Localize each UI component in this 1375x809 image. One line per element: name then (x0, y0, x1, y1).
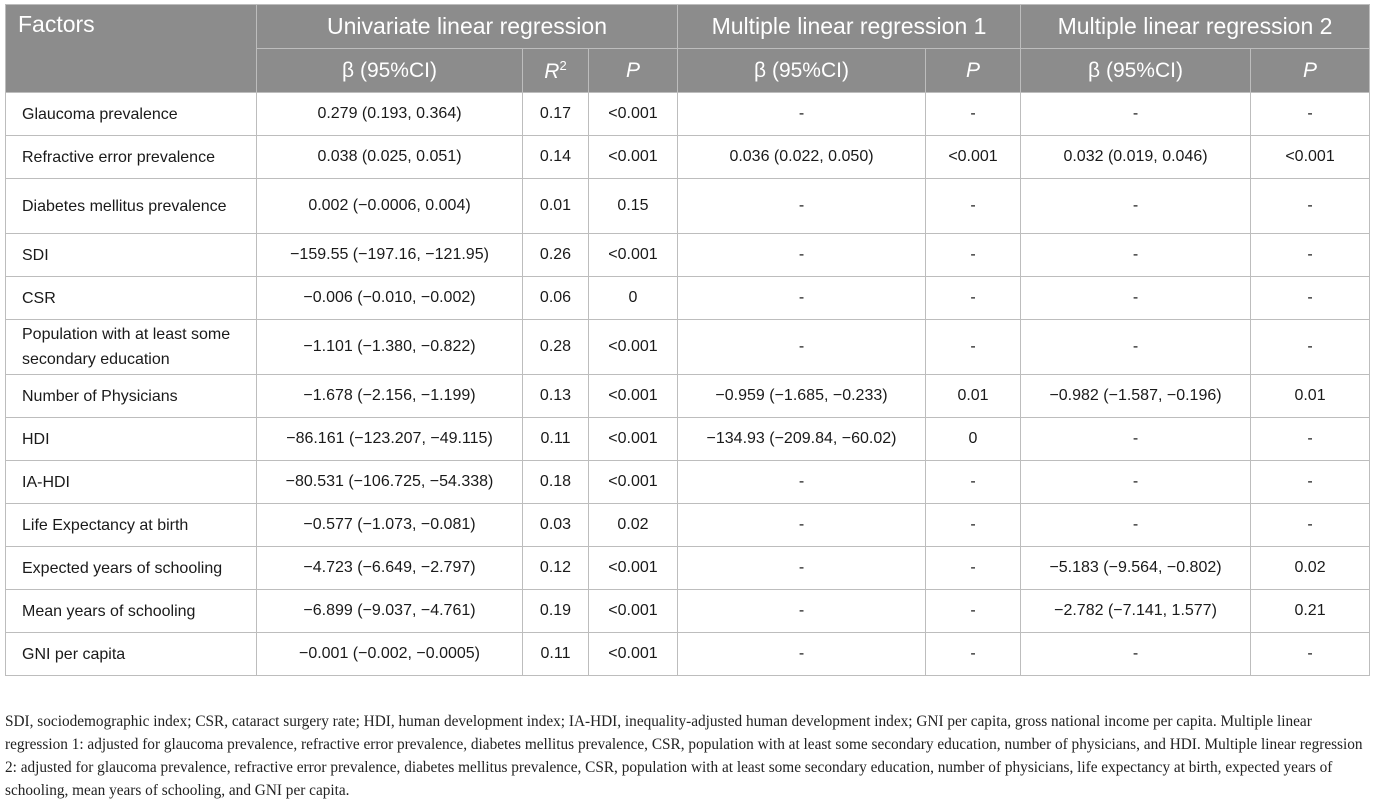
cell-uni-p: <0.001 (589, 590, 678, 633)
cell-uni-beta: −86.161 (−123.207, −49.115) (257, 418, 523, 461)
cell-m2-beta: - (1021, 461, 1251, 504)
cell-uni-r2: 0.06 (523, 277, 589, 320)
cell-m1-beta: 0.036 (0.022, 0.050) (678, 136, 926, 179)
cell-m1-p: - (926, 320, 1021, 375)
cell-factor: CSR (6, 277, 257, 320)
multiple-1-p-header: P (926, 49, 1021, 93)
table-row (6, 93, 1370, 136)
multiple-1-header: Multiple linear regression 1 (678, 5, 1021, 49)
cell-factor: HDI (6, 418, 257, 461)
cell-uni-p: <0.001 (589, 234, 678, 277)
cell-m1-p: - (926, 504, 1021, 547)
table-row (6, 375, 1370, 418)
cell-m1-p: - (926, 461, 1021, 504)
cell-m2-p: - (1251, 461, 1370, 504)
cell-m1-p: - (926, 234, 1021, 277)
cell-factor: Life Expectancy at birth (6, 504, 257, 547)
factors-header: Factors (6, 5, 257, 93)
multiple-2-header: Multiple linear regression 2 (1021, 5, 1370, 49)
table-row (6, 547, 1370, 590)
cell-m1-p: <0.001 (926, 136, 1021, 179)
table-row (6, 461, 1370, 504)
cell-uni-p: <0.001 (589, 461, 678, 504)
univariate-header: Univariate linear regression (257, 5, 678, 49)
cell-m1-beta: - (678, 504, 926, 547)
cell-m2-beta: - (1021, 234, 1251, 277)
multiple-2-beta-header: β (95%CI) (1021, 49, 1251, 93)
cell-m1-beta: - (678, 461, 926, 504)
cell-m2-p: - (1251, 418, 1370, 461)
cell-uni-r2: 0.17 (523, 93, 589, 136)
cell-m2-p: - (1251, 93, 1370, 136)
cell-m1-beta: - (678, 179, 926, 234)
cell-m2-beta: - (1021, 633, 1251, 676)
cell-m2-beta: −5.183 (−9.564, −0.802) (1021, 547, 1251, 590)
cell-m2-p: 0.21 (1251, 590, 1370, 633)
cell-uni-p: 0.15 (589, 179, 678, 234)
cell-factor: Mean years of schooling (6, 590, 257, 633)
table-row (6, 136, 1370, 179)
table-row (6, 277, 1370, 320)
cell-m1-beta: - (678, 93, 926, 136)
cell-m2-beta: 0.032 (0.019, 0.046) (1021, 136, 1251, 179)
cell-m2-p: - (1251, 179, 1370, 234)
cell-m2-p: - (1251, 504, 1370, 547)
cell-m2-beta: - (1021, 93, 1251, 136)
cell-m1-beta: - (678, 633, 926, 676)
cell-m1-beta: - (678, 590, 926, 633)
cell-m1-beta: - (678, 547, 926, 590)
cell-factor: SDI (6, 234, 257, 277)
cell-uni-p: <0.001 (589, 375, 678, 418)
cell-m2-beta: - (1021, 504, 1251, 547)
cell-factor: Refractive error prevalence (6, 136, 257, 179)
table-row (6, 633, 1370, 676)
cell-uni-r2: 0.11 (523, 418, 589, 461)
table-row (6, 179, 1370, 234)
cell-m2-beta: −2.782 (−7.141, 1.577) (1021, 590, 1251, 633)
cell-factor: Number of Physicians (6, 375, 257, 418)
cell-m2-beta: - (1021, 320, 1251, 375)
r2-superscript: 2 (559, 57, 567, 73)
cell-m1-p: - (926, 633, 1021, 676)
cell-uni-r2: 0.18 (523, 461, 589, 504)
cell-uni-beta: −6.899 (−9.037, −4.761) (257, 590, 523, 633)
cell-m2-beta: - (1021, 277, 1251, 320)
cell-uni-beta: −159.55 (−197.16, −121.95) (257, 234, 523, 277)
table-body (6, 93, 1370, 676)
cell-uni-p: <0.001 (589, 633, 678, 676)
cell-m1-p: - (926, 179, 1021, 234)
cell-m2-p: - (1251, 277, 1370, 320)
cell-uni-beta: −0.577 (−1.073, −0.081) (257, 504, 523, 547)
cell-factor: Diabetes mellitus prevalence (6, 179, 257, 234)
table-row (6, 590, 1370, 633)
cell-factor: GNI per capita (6, 633, 257, 676)
table-row (6, 504, 1370, 547)
cell-uni-r2: 0.13 (523, 375, 589, 418)
table-row (6, 418, 1370, 461)
cell-m1-p: 0 (926, 418, 1021, 461)
cell-uni-r2: 0.19 (523, 590, 589, 633)
cell-m2-p: 0.01 (1251, 375, 1370, 418)
cell-m2-p: <0.001 (1251, 136, 1370, 179)
cell-uni-r2: 0.01 (523, 179, 589, 234)
cell-m1-beta: - (678, 320, 926, 375)
cell-m1-p: - (926, 547, 1021, 590)
cell-uni-r2: 0.11 (523, 633, 589, 676)
cell-m2-p: 0.02 (1251, 547, 1370, 590)
cell-factor: Population with at least some secondary education (6, 320, 257, 375)
multiple-2-p-header: P (1251, 49, 1370, 93)
cell-uni-p: <0.001 (589, 547, 678, 590)
cell-factor: Glaucoma prevalence (6, 93, 257, 136)
cell-m1-p: - (926, 590, 1021, 633)
univariate-beta-header: β (95%CI) (257, 49, 523, 93)
cell-m2-beta: - (1021, 418, 1251, 461)
table-row (6, 234, 1370, 277)
cell-uni-beta: 0.038 (0.025, 0.051) (257, 136, 523, 179)
cell-uni-r2: 0.26 (523, 234, 589, 277)
cell-uni-beta: 0.279 (0.193, 0.364) (257, 93, 523, 136)
r2-letter: R (544, 59, 560, 83)
cell-m2-beta: −0.982 (−1.587, −0.196) (1021, 375, 1251, 418)
cell-uni-beta: −4.723 (−6.649, −2.797) (257, 547, 523, 590)
cell-m1-beta: - (678, 234, 926, 277)
cell-m1-beta: - (678, 277, 926, 320)
cell-uni-beta: −1.101 (−1.380, −0.822) (257, 320, 523, 375)
cell-uni-beta: −0.001 (−0.002, −0.0005) (257, 633, 523, 676)
cell-uni-p: <0.001 (589, 418, 678, 461)
cell-m1-beta: −134.93 (−209.84, −60.02) (678, 418, 926, 461)
cell-m2-p: - (1251, 633, 1370, 676)
cell-uni-r2: 0.14 (523, 136, 589, 179)
cell-m2-beta: - (1021, 179, 1251, 234)
table-footnote (5, 710, 1369, 802)
cell-m1-p: 0.01 (926, 375, 1021, 418)
cell-uni-p: <0.001 (589, 320, 678, 375)
univariate-r2-header (523, 49, 589, 93)
cell-m1-p: - (926, 277, 1021, 320)
cell-uni-p: <0.001 (589, 136, 678, 179)
table-header (6, 5, 1370, 93)
cell-m1-beta: −0.959 (−1.685, −0.233) (678, 375, 926, 418)
table-row (6, 320, 1370, 375)
cell-uni-p: 0.02 (589, 504, 678, 547)
cell-factor: IA-HDI (6, 461, 257, 504)
regression-table (5, 4, 1370, 676)
cell-uni-beta: −1.678 (−2.156, −1.199) (257, 375, 523, 418)
cell-uni-p: 0 (589, 277, 678, 320)
cell-uni-r2: 0.12 (523, 547, 589, 590)
cell-m1-p: - (926, 93, 1021, 136)
cell-m2-p: - (1251, 234, 1370, 277)
cell-uni-beta: −80.531 (−106.725, −54.338) (257, 461, 523, 504)
cell-factor: Expected years of schooling (6, 547, 257, 590)
cell-uni-beta: 0.002 (−0.0006, 0.004) (257, 179, 523, 234)
cell-uni-r2: 0.28 (523, 320, 589, 375)
footnote-text: SDI, sociodemographic index; CSR, cataract surgery rate; HDI, human development index; IA-HDI, inequality-adjusted human development index; GNI per capita, gross national income per capita. Multiple linear regression 1: adjusted for glaucoma prevalence, refractive error prevalence, diabetes mellitus prevalence, CSR, population with at least some secondary education, number of physicians, and HDI. Multiple linear regression 2: adjusted for glaucoma prevalence, refractive error prevalence, diabetes mellitus prevalence, CSR, population with at least some secondary education, number of physicians, life expectancy at birth, expected years of schooling, mean years of schooling, and GNI per capita. (5, 713, 1363, 799)
cell-uni-p: <0.001 (589, 93, 678, 136)
cell-uni-beta: −0.006 (−0.010, −0.002) (257, 277, 523, 320)
multiple-1-beta-header: β (95%CI) (678, 49, 926, 93)
univariate-p-header: P (589, 49, 678, 93)
cell-uni-r2: 0.03 (523, 504, 589, 547)
cell-m2-p: - (1251, 320, 1370, 375)
